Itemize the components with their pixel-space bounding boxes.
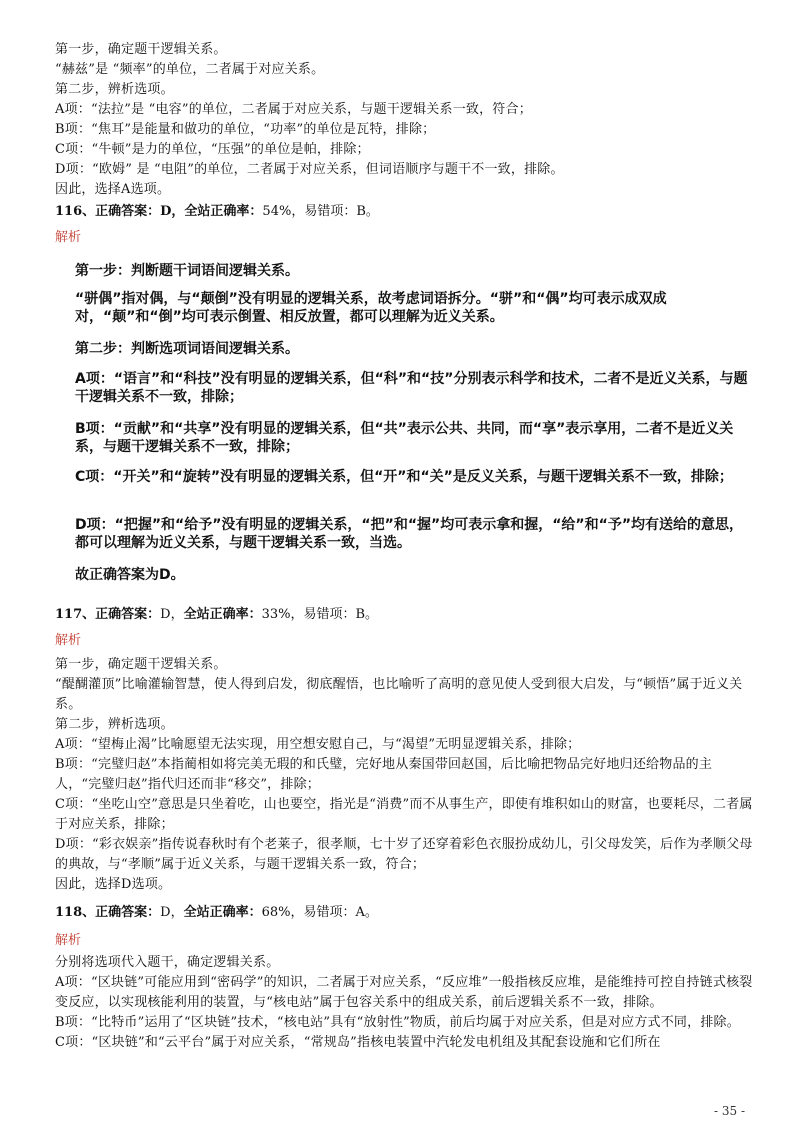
answer-letter: D，	[160, 905, 184, 920]
option-b: B项：“比特币”运用了“区块链”技术，“核电站”具有“放射性”物质，前后均属于对应关系，但是对应方式不同，排除。	[55, 1015, 740, 1030]
text-line: 因此，选择A选项。	[55, 182, 171, 197]
answer-stats: 33%，易错项：B。	[261, 607, 379, 622]
answer-stats: 68%，易错项：A。	[261, 905, 378, 920]
text-paragraph: “醍醐灌顶”比喻灌输智慧，使人得到启发，彻底醒悟，也比喻听了高明的意见使人受到很大启发，与“顿悟”属于近义关系。	[55, 677, 743, 712]
answer-label: 118、正确答案：	[55, 905, 161, 920]
jiexi-label: 解析	[55, 933, 82, 948]
q115-explanation	[55, 40, 755, 200]
step-heading: 第二步：判断选项词语间逻辑关系。	[75, 341, 299, 357]
answer-stats: 54%，易错项：B。	[262, 204, 379, 219]
option-b: B项：“完璧归赵”本指蔺相如将完美无瑕的和氏璧，完好地从秦国带回赵国，后比喻把物品完好地归还给物品的主人，“完璧归赵”指代归还而非“移交”，排除；	[55, 757, 713, 792]
q118-explanation	[55, 953, 755, 1053]
answer-letter: D，	[160, 607, 184, 622]
jiexi-label: 解析	[55, 633, 82, 648]
paragraph: “骈偶”指对偶，与“颠倒”没有明显的逻辑关系，故考虑词语拆分。“骈”和“偶”均可表示成双成对，“颠”和“倒”均可表示倒置、相反放置，都可以理解为近义关系。	[75, 291, 667, 325]
option-a: A项：“语言”和“科技”没有明显的逻辑关系，但“科”和“技”分别表示科学和技术，二者不是近义关系，与题干逻辑关系不一致，排除；	[75, 371, 748, 405]
answer-label: 117、正确答案：	[55, 607, 161, 622]
q117-explanation	[55, 655, 755, 895]
accuracy-label: 全站正确率：	[183, 905, 262, 920]
q116-header	[55, 202, 755, 248]
option-d: D项：“把握”和“给予”没有明显的逻辑关系，“把”和“握”均可表示拿和握，“给”和“予”均有送给的意思，都可以理解为近义关系，与题干逻辑关系一致，当选。	[75, 517, 744, 551]
jiexi-label: 解析	[55, 230, 82, 245]
option-a: A项：“望梅止渴”比喻愿望无法实现，用空想安慰自己，与“渴望”无明显逻辑关系，排除；	[55, 737, 581, 752]
text-line: C项：“牛顿”是力的单位，“压强”的单位是帕，排除；	[55, 142, 370, 157]
option-c: C项：“坐吃山空”意思是只坐着吃，山也要空，指光是“消费”而不从事生产，即使有堆积如山的财富，也要耗尽，二者属于对应关系，排除；	[55, 797, 753, 832]
text-line: D项：“欧姆” 是 “电阻”的单位，二者属于对应关系，但词语顺序与题干不一致，排除。	[55, 162, 564, 177]
text-line: A项：“法拉”是 “电容”的单位，二者属于对应关系，与题干逻辑关系一致，符合；	[55, 102, 532, 117]
page-number: - 35 -	[713, 1104, 745, 1118]
text-line: 第一步，确定题干逻辑关系。	[55, 657, 227, 672]
option-d: D项：“彩衣娱亲”指传说春秋时有个老莱子，很孝顺，七十岁了还穿着彩色衣服扮成幼儿，引父母发笑，后作为孝顺父母的典故，与“孝顺”属于近义关系，与题干逻辑关系一致，符合；	[55, 837, 753, 872]
text-line: B项：“焦耳”是能量和做功的单位，“功率”的单位是瓦特，排除；	[55, 122, 436, 137]
text-line: 第一步，确定题干逻辑关系。	[55, 42, 227, 57]
q117-header	[55, 605, 755, 651]
option-b: B项：“贡献”和“共享”没有明显的逻辑关系，但“共”表示公共、共同，而“享”表示享用，二者不是近义关系，与题干逻辑关系不一致，排除；	[75, 421, 734, 455]
option-c: C项：“区块链”和“云平台”属于对应关系，“常规岛”指核电装置中汽轮发电机组及其配套设施和它们所在	[55, 1035, 661, 1050]
accuracy-label: 全站正确率：	[183, 607, 262, 622]
text-line: 第二步，辨析选项。	[55, 717, 174, 732]
text-line: 因此，选择D选项。	[55, 877, 172, 892]
q118-header	[55, 903, 755, 951]
answer-label: 116、正确答案：D，全站正确率：	[55, 204, 263, 219]
option-a: A项：“区块链”可能应用到“密码学”的知识，二者属于对应关系，“反应堆”一般指核反应堆，是能维持可控自持链式核裂变反应，以实现核能利用的装置，与“核电站”属于包容关系中的组成关系，前后逻辑关系不一致，排除。	[55, 975, 753, 1010]
text-line: 分别将选项代入题干，确定逻辑关系。	[55, 955, 280, 970]
conclusion: 故正确答案为D。	[75, 567, 185, 583]
text-line: “赫兹”是 “频率”的单位，二者属于对应关系。	[55, 62, 325, 77]
text-line: 第二步，辨析选项。	[55, 82, 174, 97]
option-c: C项：“开关”和“旋转”没有明显的逻辑关系，但“开”和“关”是反义关系，与题干逻辑关系不一致，排除；	[75, 469, 733, 485]
step-heading: 第一步：判断题干词语间逻辑关系。	[75, 263, 299, 279]
